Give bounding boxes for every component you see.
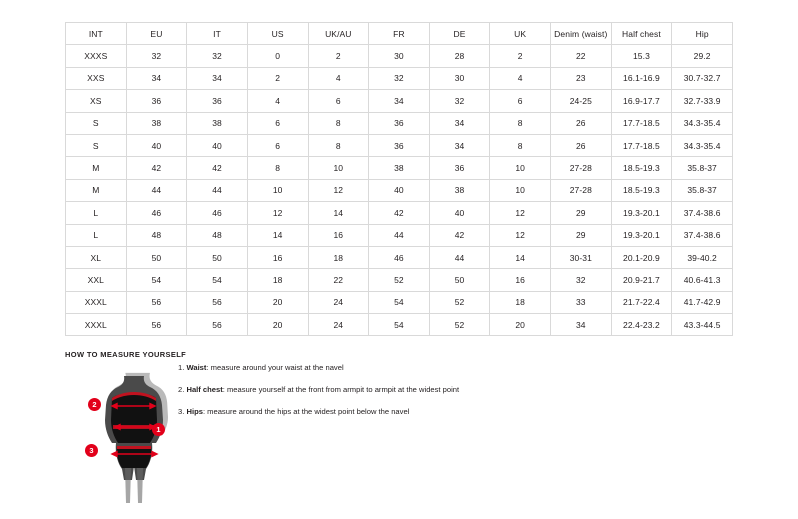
cell-de: 30 [429, 67, 490, 89]
cell-hip: 34.3-35.4 [672, 112, 733, 134]
cell-fr: 40 [369, 179, 430, 201]
callout-badge-half-chest: 2 [88, 398, 101, 411]
size-chart-body [66, 45, 733, 336]
cell-eu: 44 [126, 179, 187, 201]
cell-uk: 2 [490, 45, 551, 67]
cell-uk-au: 8 [308, 112, 369, 134]
cell-uk-au: 22 [308, 269, 369, 291]
cell-it: 34 [187, 67, 248, 89]
cell-fr: 36 [369, 134, 430, 156]
cell-us: 8 [247, 157, 308, 179]
cell-it: 40 [187, 134, 248, 156]
cell-denim-waist: 26 [551, 134, 612, 156]
cell-eu: 40 [126, 134, 187, 156]
cell-denim-waist: 24-25 [551, 90, 612, 112]
cell-us: 6 [247, 134, 308, 156]
cell-half-chest: 19.3-20.1 [611, 224, 672, 246]
instruction-waist [178, 364, 578, 372]
cell-int: XS [66, 90, 127, 112]
cell-us: 10 [247, 179, 308, 201]
cell-eu: 50 [126, 246, 187, 268]
column-header-half-chest: Half chest [611, 23, 672, 45]
cell-uk: 14 [490, 246, 551, 268]
cell-de: 50 [429, 269, 490, 291]
cell-uk: 8 [490, 112, 551, 134]
cell-it: 46 [187, 202, 248, 224]
cell-it: 48 [187, 224, 248, 246]
cell-half-chest: 20.9-21.7 [611, 269, 672, 291]
table-row [66, 202, 733, 224]
column-header-denim-waist: Denim (waist) [551, 23, 612, 45]
table-row [66, 134, 733, 156]
cell-half-chest: 18.5-19.3 [611, 157, 672, 179]
cell-eu: 56 [126, 291, 187, 313]
table-row [66, 269, 733, 291]
cell-half-chest: 16.9-17.7 [611, 90, 672, 112]
cell-fr: 42 [369, 202, 430, 224]
cell-hip: 41.7-42.9 [672, 291, 733, 313]
table-row [66, 314, 733, 336]
cell-it: 32 [187, 45, 248, 67]
cell-eu: 54 [126, 269, 187, 291]
cell-int: M [66, 179, 127, 201]
cell-it: 56 [187, 291, 248, 313]
cell-half-chest: 18.5-19.3 [611, 179, 672, 201]
cell-int: S [66, 134, 127, 156]
cell-eu: 42 [126, 157, 187, 179]
cell-denim-waist: 27-28 [551, 157, 612, 179]
table-row [66, 224, 733, 246]
instruction-term: Half chest [186, 384, 223, 394]
how-to-measure-heading: HOW TO MEASURE YOURSELF [65, 350, 187, 359]
cell-uk-au: 2 [308, 45, 369, 67]
table-row [66, 291, 733, 313]
cell-it: 56 [187, 314, 248, 336]
cell-denim-waist: 26 [551, 112, 612, 134]
cell-half-chest: 16.1-16.9 [611, 67, 672, 89]
cell-half-chest: 20.1-20.9 [611, 246, 672, 268]
cell-half-chest: 15.3 [611, 45, 672, 67]
cell-int: XXXL [66, 314, 127, 336]
cell-hip: 32.7-33.9 [672, 90, 733, 112]
instruction-half-chest [178, 386, 578, 394]
cell-int: L [66, 224, 127, 246]
cell-uk-au: 24 [308, 291, 369, 313]
cell-denim-waist: 23 [551, 67, 612, 89]
cell-fr: 38 [369, 157, 430, 179]
cell-hip: 40.6-41.3 [672, 269, 733, 291]
cell-int: XXS [66, 67, 127, 89]
column-header-us: US [247, 23, 308, 45]
cell-half-chest: 17.7-18.5 [611, 134, 672, 156]
column-header-it: IT [187, 23, 248, 45]
measurement-instructions [178, 364, 578, 430]
cell-de: 52 [429, 291, 490, 313]
size-chart-container [65, 22, 733, 336]
cell-fr: 46 [369, 246, 430, 268]
cell-de: 44 [429, 246, 490, 268]
size-chart-table [65, 22, 733, 336]
cell-int: L [66, 202, 127, 224]
cell-hip: 34.3-35.4 [672, 134, 733, 156]
cell-denim-waist: 29 [551, 224, 612, 246]
cell-eu: 48 [126, 224, 187, 246]
cell-uk: 6 [490, 90, 551, 112]
table-row [66, 246, 733, 268]
table-row [66, 179, 733, 201]
table-row [66, 90, 733, 112]
cell-int: XXXS [66, 45, 127, 67]
cell-int: XXXL [66, 291, 127, 313]
cell-half-chest: 19.3-20.1 [611, 202, 672, 224]
cell-us: 18 [247, 269, 308, 291]
cell-denim-waist: 32 [551, 269, 612, 291]
column-header-eu: EU [126, 23, 187, 45]
instruction-term: Waist [186, 363, 207, 372]
cell-us: 14 [247, 224, 308, 246]
cell-uk: 16 [490, 269, 551, 291]
cell-uk: 10 [490, 157, 551, 179]
cell-eu: 56 [126, 314, 187, 336]
cell-int: M [66, 157, 127, 179]
instruction-hips [178, 408, 578, 416]
cell-fr: 54 [369, 291, 430, 313]
cell-de: 28 [429, 45, 490, 67]
cell-hip: 37.4-38.6 [672, 202, 733, 224]
cell-uk: 12 [490, 224, 551, 246]
cell-denim-waist: 30-31 [551, 246, 612, 268]
cell-uk-au: 14 [308, 202, 369, 224]
cell-uk-au: 16 [308, 224, 369, 246]
cell-eu: 32 [126, 45, 187, 67]
cell-us: 2 [247, 67, 308, 89]
cell-hip: 30.7-32.7 [672, 67, 733, 89]
cell-fr: 32 [369, 67, 430, 89]
instruction-text: : measure around the hips at the widest point below the navel [202, 406, 410, 416]
cell-us: 20 [247, 314, 308, 336]
instruction-index: 2. [178, 384, 185, 394]
cell-int: S [66, 112, 127, 134]
cell-int: XXL [66, 269, 127, 291]
column-header-hip: Hip [672, 23, 733, 45]
table-row [66, 157, 733, 179]
cell-us: 20 [247, 291, 308, 313]
cell-fr: 36 [369, 112, 430, 134]
table-header-row [66, 23, 733, 45]
cell-fr: 44 [369, 224, 430, 246]
table-row [66, 112, 733, 134]
cell-us: 12 [247, 202, 308, 224]
cell-it: 44 [187, 179, 248, 201]
instruction-index: 1. [178, 363, 185, 372]
cell-denim-waist: 29 [551, 202, 612, 224]
callout-badge-waist: 1 [152, 423, 165, 436]
callout-badge-hips: 3 [85, 444, 98, 457]
table-row [66, 45, 733, 67]
cell-uk: 18 [490, 291, 551, 313]
cell-uk-au: 24 [308, 314, 369, 336]
cell-fr: 30 [369, 45, 430, 67]
cell-us: 0 [247, 45, 308, 67]
cell-de: 34 [429, 112, 490, 134]
cell-uk: 8 [490, 134, 551, 156]
cell-us: 6 [247, 112, 308, 134]
cell-fr: 54 [369, 314, 430, 336]
cell-de: 38 [429, 179, 490, 201]
cell-us: 16 [247, 246, 308, 268]
cell-uk-au: 18 [308, 246, 369, 268]
cell-fr: 34 [369, 90, 430, 112]
column-header-fr: FR [369, 23, 430, 45]
cell-eu: 46 [126, 202, 187, 224]
instruction-index: 3. [178, 406, 185, 416]
cell-half-chest: 21.7-22.4 [611, 291, 672, 313]
cell-it: 50 [187, 246, 248, 268]
cell-uk: 12 [490, 202, 551, 224]
cell-eu: 36 [126, 90, 187, 112]
cell-it: 42 [187, 157, 248, 179]
cell-it: 54 [187, 269, 248, 291]
cell-hip: 29.2 [672, 45, 733, 67]
cell-de: 32 [429, 90, 490, 112]
cell-uk-au: 12 [308, 179, 369, 201]
cell-uk-au: 4 [308, 67, 369, 89]
cell-hip: 43.3-44.5 [672, 314, 733, 336]
cell-hip: 39-40.2 [672, 246, 733, 268]
cell-denim-waist: 33 [551, 291, 612, 313]
cell-uk-au: 10 [308, 157, 369, 179]
cell-fr: 52 [369, 269, 430, 291]
cell-de: 42 [429, 224, 490, 246]
cell-eu: 34 [126, 67, 187, 89]
cell-eu: 38 [126, 112, 187, 134]
cell-half-chest: 22.4-23.2 [611, 314, 672, 336]
cell-half-chest: 17.7-18.5 [611, 112, 672, 134]
cell-uk: 10 [490, 179, 551, 201]
cell-us: 4 [247, 90, 308, 112]
cell-uk: 20 [490, 314, 551, 336]
instruction-term: Hips [186, 406, 203, 416]
instruction-text: : measure around your waist at the navel [206, 363, 344, 372]
cell-denim-waist: 22 [551, 45, 612, 67]
cell-denim-waist: 34 [551, 314, 612, 336]
cell-uk-au: 8 [308, 134, 369, 156]
cell-it: 36 [187, 90, 248, 112]
cell-de: 40 [429, 202, 490, 224]
cell-hip: 37.4-38.6 [672, 224, 733, 246]
size-chart-header [66, 23, 733, 45]
cell-it: 38 [187, 112, 248, 134]
cell-denim-waist: 27-28 [551, 179, 612, 201]
cell-de: 52 [429, 314, 490, 336]
column-header-int: INT [66, 23, 127, 45]
cell-hip: 35.8-37 [672, 157, 733, 179]
column-header-uk: UK [490, 23, 551, 45]
cell-de: 36 [429, 157, 490, 179]
cell-uk-au: 6 [308, 90, 369, 112]
table-row [66, 67, 733, 89]
column-header-de: DE [429, 23, 490, 45]
cell-de: 34 [429, 134, 490, 156]
instruction-text: : measure yourself at the front from armpit to armpit at the widest point [222, 384, 460, 394]
cell-int: XL [66, 246, 127, 268]
cell-hip: 35.8-37 [672, 179, 733, 201]
column-header-uk-au: UK/AU [308, 23, 369, 45]
cell-uk: 4 [490, 67, 551, 89]
